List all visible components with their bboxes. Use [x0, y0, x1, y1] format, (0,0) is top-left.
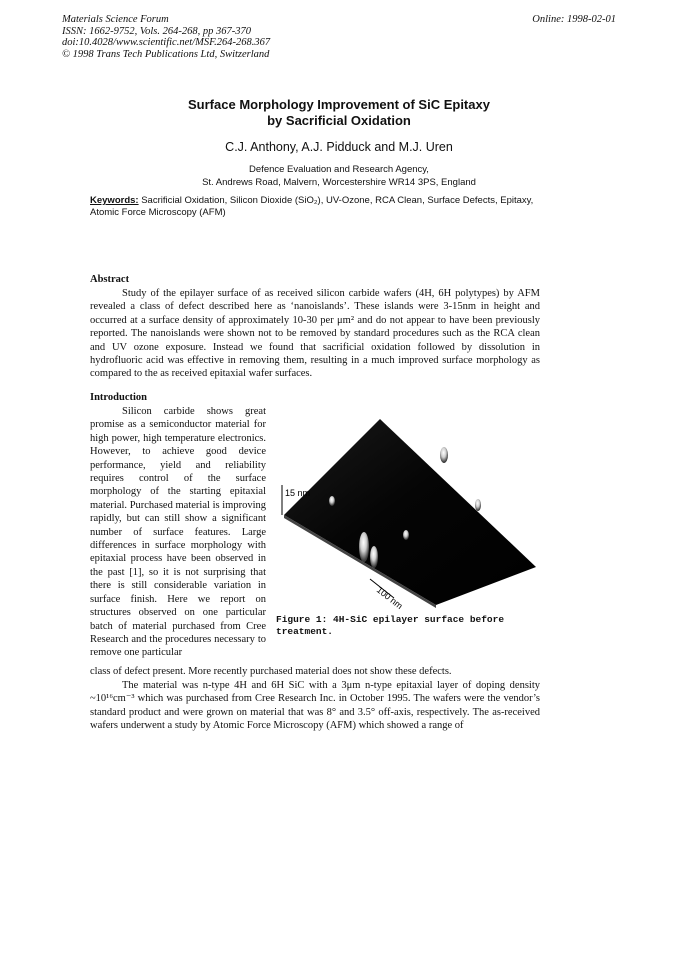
keywords — [90, 195, 542, 218]
surface-plane — [284, 419, 536, 605]
afm-figure — [276, 405, 542, 615]
nanoisland-3 — [440, 447, 448, 463]
abstract-heading: Abstract — [90, 274, 130, 285]
affiliation — [0, 164, 678, 189]
journal-name: Materials Science Forum — [62, 14, 169, 25]
keywords-list: Sacrificial Oxidation, Silicon Dioxide (SiO₂), UV-Ozone, RCA Clean, Surface Defects, Epitaxy, Atomic Force Microscopy (AFM) — [90, 195, 534, 218]
nanoisland-4 — [475, 499, 481, 511]
introduction-continuation: class of defect present. More recently purchased material does not show these defects. — [90, 666, 452, 677]
paper-title — [0, 97, 678, 129]
nanoisland-5 — [329, 496, 335, 506]
online-date: Online: 1998-02-01 — [532, 14, 616, 25]
afm-surface-image — [276, 405, 542, 615]
introduction-heading: Introduction — [90, 392, 147, 403]
introduction-column-text: Silicon carbide shows great promise as a semiconductor material for high power, high temperature electronics. However, to achieve good device performance, yield and reliability requires control of the surface morphology of the starting epitaxial material. Purchased material is improving rapidly, but can still show a significant number of surface features. Large differences in surface morphology with epitaxial process have been observed in the past [1], so it is not surprising that there is still considerable variation in surface finish. Here we report on structures observed on one particular batch of material purchased from Cree Research and the procedures necessary to remove one particular — [90, 406, 266, 659]
title-line-1: Surface Morphology Improvement of SiC Epitaxy — [188, 97, 490, 112]
title-line-2: by Sacrificial Oxidation — [267, 113, 411, 128]
figure-caption: Figure 1: 4H-SiC epilayer surface before treatment. — [276, 614, 505, 637]
abstract-text: Study of the epilayer surface of as received silicon carbide wafers (4H, 6H polytypes) by AFM revealed a class of defect described here as ‘nanoislands’. These islands were 3-15nm in height and occurred at a surface density of approximately 10-30 per μm² and do not appear to have been previously reported. The nanoislands were shown not to be removed by standard procedures such as the RCA clean and UV ozone exposure. Instead we found that sacrificial oxidation followed by dissolution in hydrofluoric acid was effective in removing them, resulting in a much improved surface morphology as compared to the as received epitaxial wafer surfaces. — [90, 288, 540, 380]
xy-scale-label: 100 nm — [374, 584, 405, 612]
affiliation-line-2: St. Andrews Road, Malvern, Worcestershire WR14 3PS, England — [202, 176, 476, 188]
issn-line: ISSN: 1662-9752, Vols. 264-268, pp 367-370 — [62, 25, 251, 37]
doi-link[interactable]: doi:10.4028/www.scientific.net/MSF.264-268.367 — [62, 37, 271, 48]
copyright-line: © 1998 Trans Tech Publications Ltd, Switzerland — [62, 48, 270, 60]
publication-info — [62, 14, 270, 60]
nanoisland-1 — [359, 532, 369, 562]
nanoisland-6 — [403, 530, 409, 540]
materials-paragraph: The material was n-type 4H and 6H SiC with a 3μm n-type epitaxial layer of doping density ~10¹⁶cm⁻³ which was purchased from Cree Research Inc. in October 1995. The wafers were the vendor’s standard product and were grown on material that was 8° and 3.5° off-axis, respectively. The as-received wafers underwent a study by Atomic Force Microscopy (AFM) which showed a range of — [90, 680, 540, 732]
nanoisland-2 — [370, 546, 378, 568]
keywords-label: Keywords: — [90, 195, 139, 206]
affiliation-line-1: Defence Evaluation and Research Agency, — [249, 164, 429, 175]
authors: C.J. Anthony, A.J. Pidduck and M.J. Uren — [225, 140, 453, 154]
z-scale-label: 15 nm — [285, 488, 311, 498]
